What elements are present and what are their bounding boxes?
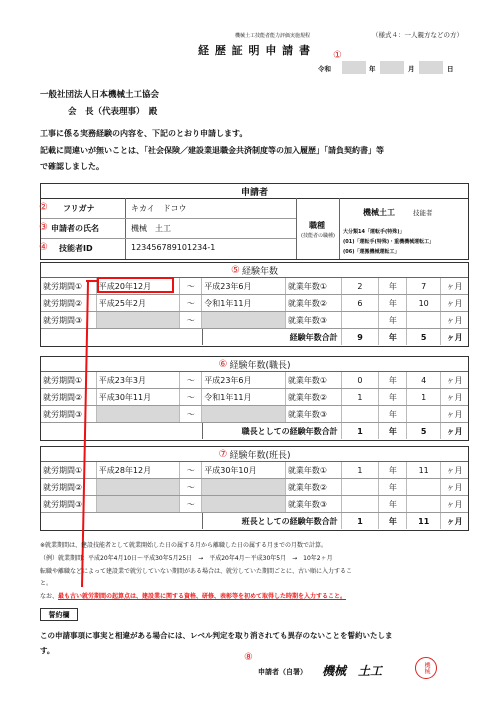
period-cell-count-label: 就業年数② [286, 389, 342, 405]
period-cell-y: 年 [379, 278, 407, 294]
highlight-first-date [97, 277, 174, 293]
id-marker: ④ [39, 242, 48, 253]
foreman-marker: ⑥ [218, 358, 228, 370]
note-5-highlight: 最も古い就労期間の起算点は、建設業に関する資格、研修、表彰等を初めて取得した時期を入力すること。 [58, 593, 347, 600]
furigana-label: フリガナ [63, 204, 95, 213]
period-cell-label: 就労期間① [41, 372, 97, 388]
period-cell-y: 年 [379, 372, 407, 388]
period-cell-m: ヶ月 [446, 465, 463, 475]
job-detail-2: (01)「運転手(特殊)・重機機械運転工」 [343, 239, 435, 245]
period-cell-tilde: 〜 [180, 389, 202, 405]
period-cell-months[interactable]: 10 [407, 295, 441, 311]
job-value[interactable]: 機械土工 [363, 208, 395, 217]
period-cell-count-label: 就業年数① [286, 372, 342, 388]
period-cell-years[interactable] [342, 406, 380, 422]
foreman-title: 経験年数(職長) [229, 360, 291, 371]
period-cell-to[interactable]: 平成30年10月 [202, 462, 286, 478]
leader-section [40, 446, 469, 531]
date-marker: ① [333, 50, 342, 61]
period-row [41, 479, 468, 496]
note-3: 転職や離職などによって建設業で就労していない期間がある場合は、就労していた期間ごとに、古い順に入力するこ [40, 568, 353, 575]
period-cell-label: 就労期間③ [41, 406, 97, 422]
period-cell-from[interactable]: 平成25年2月 [97, 295, 181, 311]
signature-marker: ⑧ [244, 652, 253, 663]
period-row [41, 406, 468, 423]
addressee-to: 会 長（代表理事） 殿 [68, 107, 158, 117]
intro-line3: で確認しました。 [40, 162, 104, 171]
seal-stamp: 機械 [415, 657, 437, 679]
period-cell-m: ヶ月 [446, 315, 463, 325]
blank-cell [41, 423, 202, 439]
period-cell-tilde: 〜 [180, 406, 202, 422]
experience-total-months[interactable]: 5 [407, 329, 441, 345]
leader-total-months[interactable]: 11 [407, 513, 441, 529]
leader-marker: ⑦ [218, 448, 228, 460]
period-cell-tilde: 〜 [180, 278, 202, 294]
foreman-total-months[interactable]: 5 [407, 423, 441, 439]
experience-header [41, 263, 468, 278]
foreman-total-years[interactable]: 1 [342, 423, 380, 439]
leader-total-years[interactable]: 1 [342, 513, 380, 529]
period-cell-label: 就労期間② [41, 295, 97, 311]
period-cell-from[interactable] [97, 406, 181, 422]
period-cell-label: 就労期間① [41, 278, 97, 294]
date-year-field[interactable] [342, 61, 366, 74]
period-cell-to[interactable] [202, 479, 286, 495]
note-2: （例）就業期間：平成20年4月10日〜平成30年5月25日 → 平成20年4月〜平成30年5月 → 10年2ヶ月 [40, 555, 333, 562]
period-cell-m: ヶ月 [446, 409, 463, 419]
leader-total-row [41, 513, 468, 530]
experience-total-label: 経験年数合計 [202, 329, 341, 345]
foreman-total-row [41, 423, 468, 440]
period-cell-y: 年 [379, 496, 407, 512]
applicant-header: 申請者 [40, 183, 469, 199]
id-label: 技能者ID [59, 244, 93, 253]
furigana-value[interactable]: キカイ ドコウ [131, 204, 187, 213]
addressee-org: 一般社団法人日本機械土工協会 [40, 90, 160, 100]
period-cell-y: 年 [379, 462, 407, 478]
period-cell-m: ヶ月 [446, 392, 463, 402]
pledge-line1: この申請事項に事実と相違がある場合には、レベル判定を取り消されても異存のないことを誓約いたしま [40, 631, 393, 640]
signature[interactable]: 機械 土工 [322, 664, 383, 678]
period-cell-years[interactable] [342, 479, 380, 495]
period-cell-to[interactable] [202, 406, 286, 422]
period-cell-years[interactable] [342, 496, 380, 512]
note-4: と。 [40, 580, 53, 587]
note-5 [40, 591, 346, 600]
period-cell-m: ヶ月 [446, 375, 463, 385]
period-cell-y: 年 [379, 406, 407, 422]
job-detail-3: (06)「運搬機械運転工」 [343, 249, 400, 255]
period-cell-from[interactable]: 平成23年3月 [97, 372, 181, 388]
period-cell-years[interactable] [342, 312, 380, 328]
period-cell-months[interactable]: 4 [407, 372, 441, 388]
intro-line2: 記載に間違いが無いことは、「社会保険／建設業退職金共済制度等の加入履歴」「請負契約書」等 [40, 146, 384, 155]
period-cell-months[interactable] [407, 496, 441, 512]
period-cell-m: ヶ月 [446, 482, 463, 492]
date-day-field[interactable] [419, 61, 443, 74]
period-cell-from[interactable] [97, 479, 181, 495]
foreman-header [41, 357, 468, 372]
period-cell-count-label: 就業年数③ [286, 312, 342, 328]
pledge-line2: す。 [40, 646, 55, 655]
blank-cell [41, 513, 202, 529]
period-cell-months[interactable] [407, 479, 441, 495]
blank-cell [41, 329, 202, 345]
period-cell-from[interactable] [97, 496, 181, 512]
divider [41, 238, 296, 239]
leader-total-y: 年 [379, 513, 407, 529]
period-cell-tilde: 〜 [180, 312, 202, 328]
page-title: 経 歴 証 明 申 請 書 [198, 44, 311, 57]
period-cell-years[interactable]: 6 [342, 295, 380, 311]
period-cell-years[interactable]: 1 [342, 389, 380, 405]
period-cell-months[interactable] [407, 312, 441, 328]
period-cell-from[interactable]: 平成30年11月 [97, 389, 181, 405]
divider [339, 198, 340, 259]
experience-total-m: ヶ月 [446, 332, 463, 342]
pledge-box-label: 誓約欄 [40, 608, 78, 621]
period-row [41, 312, 468, 329]
id-value[interactable]: 123456789101234-1 [131, 243, 216, 252]
name-label: 申請者の氏名 [51, 224, 99, 233]
leader-title: 経験年数(班長) [229, 450, 291, 461]
period-cell-m: ヶ月 [446, 499, 463, 509]
period-cell-y: 年 [379, 389, 407, 405]
period-cell-months[interactable]: 7 [407, 278, 441, 294]
period-cell-count-label: 就業年数① [286, 278, 342, 294]
period-row [41, 462, 468, 479]
applicant-box [40, 198, 469, 260]
period-cell-m: ヶ月 [446, 298, 463, 308]
period-cell-label: 就労期間③ [41, 312, 97, 328]
period-cell-months[interactable] [407, 406, 441, 422]
experience-title: 経験年数 [241, 266, 278, 277]
note-1: ※就業期間は、建設技能者として就業開始した日の属する月から離職した日の属する月までの月数で計算。 [40, 542, 328, 549]
period-cell-years[interactable]: 2 [342, 278, 380, 294]
period-cell-m: ヶ月 [446, 281, 463, 291]
period-cell-tilde: 〜 [180, 295, 202, 311]
name-marker: ③ [39, 222, 48, 233]
period-row [41, 295, 468, 312]
note-5-prefix: なお、 [40, 593, 59, 600]
period-cell-months[interactable]: 1 [407, 389, 441, 405]
period-cell-to[interactable]: 令和1年11月 [202, 295, 286, 311]
divider [41, 218, 296, 219]
furigana-marker: ② [39, 202, 48, 213]
date-year-unit: 年 [369, 65, 376, 73]
guideline-label: 機械土工技能者能力評価実施規程 [235, 33, 311, 39]
experience-total-years[interactable]: 9 [342, 329, 380, 345]
job-label: 職種 [309, 221, 325, 230]
divider [296, 198, 297, 259]
period-cell-to[interactable]: 令和1年11月 [202, 389, 286, 405]
experience-marker: ⑤ [231, 264, 240, 276]
period-cell-count-label: 就業年数② [286, 479, 342, 495]
period-cell-to[interactable]: 平成23年6月 [202, 278, 286, 294]
leader-header [41, 447, 468, 462]
period-cell-tilde: 〜 [180, 372, 202, 388]
period-cell-count-label: 就業年数② [286, 295, 342, 311]
period-cell-to[interactable] [202, 312, 286, 328]
period-cell-from[interactable]: 平成28年12月 [97, 462, 181, 478]
period-cell-label: 就労期間③ [41, 496, 97, 512]
period-cell-from[interactable] [97, 312, 181, 328]
foreman-total-label: 職長としての経験年数合計 [202, 423, 341, 439]
experience-total-y: 年 [379, 329, 407, 345]
period-cell-y: 年 [379, 479, 407, 495]
job-sub: (技能者の職種) [301, 233, 335, 239]
period-cell-tilde: 〜 [180, 496, 202, 512]
foreman-total-y: 年 [379, 423, 407, 439]
intro-line1: 工事に係る実務経験の内容を、下記のとおり申請します。 [40, 129, 248, 138]
period-cell-tilde: 〜 [180, 462, 202, 478]
signer-label: 申請者（自署） [258, 668, 307, 676]
foreman-section [40, 356, 469, 441]
date-month-field[interactable] [380, 61, 404, 74]
period-cell-years[interactable]: 1 [342, 462, 380, 478]
period-cell-to[interactable] [202, 496, 286, 512]
date-month-unit: 月 [408, 65, 415, 73]
job-suffix: 技能者 [413, 209, 433, 217]
period-row [41, 372, 468, 389]
date-era: 令和 [318, 65, 331, 73]
leader-total-label: 班長としての経験年数合計 [202, 513, 341, 529]
period-cell-label: 就労期間① [41, 462, 97, 478]
period-cell-years[interactable]: 0 [342, 372, 380, 388]
period-cell-label: 就労期間② [41, 389, 97, 405]
form-label: （様式４：一人親方などの方） [372, 31, 463, 39]
experience-section [40, 262, 469, 347]
period-cell-label: 就労期間② [41, 479, 97, 495]
period-cell-y: 年 [379, 295, 407, 311]
period-cell-y: 年 [379, 312, 407, 328]
leader-total-m: ヶ月 [446, 516, 463, 526]
period-cell-to[interactable]: 平成23年6月 [202, 372, 286, 388]
job-detail-1: 大分類14「運転手(特殊)」 [343, 229, 405, 235]
period-cell-from[interactable]: 平成20年12月 [97, 278, 181, 294]
period-row [41, 389, 468, 406]
experience-total-row [41, 329, 468, 346]
date-day-unit: 日 [447, 65, 454, 73]
period-cell-count-label: 就業年数③ [286, 496, 342, 512]
period-cell-months[interactable]: 11 [407, 462, 441, 478]
period-cell-tilde: 〜 [180, 479, 202, 495]
foreman-total-m: ヶ月 [446, 426, 463, 436]
period-cell-count-label: 就業年数③ [286, 406, 342, 422]
period-cell-count-label: 就業年数① [286, 462, 342, 478]
period-row [41, 496, 468, 513]
name-value[interactable]: 機械 土工 [131, 224, 171, 233]
